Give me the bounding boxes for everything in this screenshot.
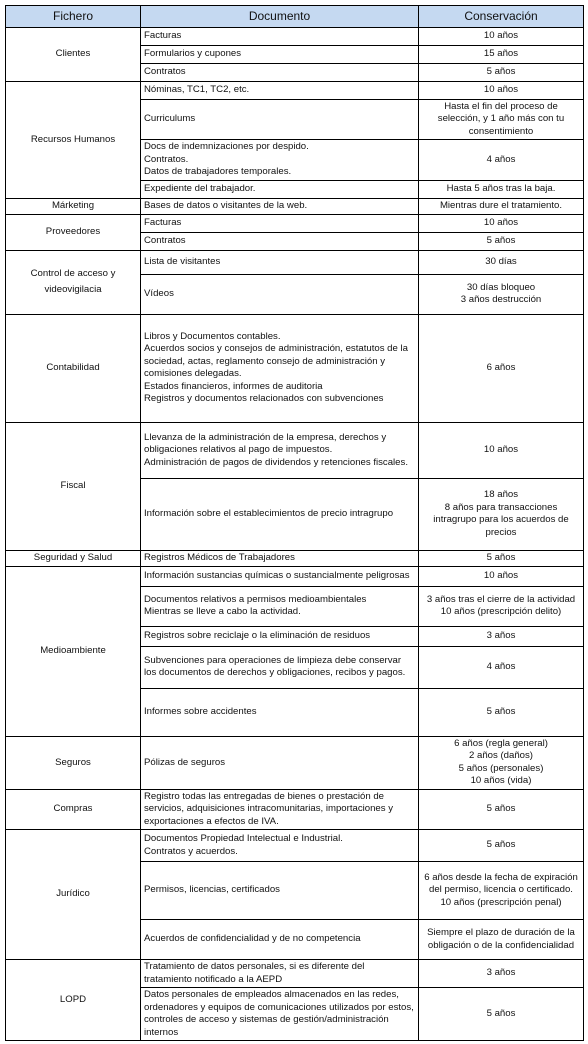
conservacion-text: 5 años	[486, 235, 516, 247]
conservacion-text: 5 años	[486, 706, 516, 718]
table-row	[6, 736, 584, 789]
documento-text: Información sustancias químicas o sustancialmente peligrosas	[144, 570, 410, 582]
fichero-label: Jurídico	[56, 888, 90, 900]
conservacion-cell	[419, 422, 584, 478]
documento-cell	[141, 232, 419, 250]
conservacion-text: 5 años	[486, 803, 516, 815]
conservacion-cell	[419, 688, 584, 736]
documento-text: Bases de datos o visitantes de la web.	[144, 200, 308, 212]
table-row	[6, 314, 584, 422]
documento-text: Nóminas, TC1, TC2, etc.	[144, 84, 250, 96]
conservacion-text: 4 años	[486, 153, 516, 165]
conservacion-text: 5 años (personales)	[458, 762, 544, 774]
documento-cell	[141, 250, 419, 274]
conservacion-text: 18 años	[483, 489, 519, 501]
fichero-label: Compras	[53, 803, 93, 815]
conservacion-text: 5 años	[486, 1007, 516, 1019]
table-row	[6, 550, 584, 566]
documento-cell	[141, 626, 419, 646]
documento-text: Datos de trabajadores temporales.	[144, 166, 292, 178]
table-row	[6, 198, 584, 214]
documento-cell	[141, 789, 419, 829]
table-row	[6, 789, 584, 829]
documento-cell	[141, 28, 419, 46]
conservacion-text: 10 años (vida)	[470, 775, 532, 787]
conservacion-cell	[419, 214, 584, 232]
fichero-label: Seguridad y Salud	[33, 552, 113, 564]
fichero-cell	[6, 250, 141, 314]
conservacion-cell	[419, 646, 584, 688]
conservacion-text: 4 años	[486, 661, 516, 673]
documento-text: Lista de visitantes	[144, 256, 221, 268]
documento-cell	[141, 478, 419, 550]
conservacion-text: 15 años	[483, 48, 519, 60]
documento-text: Datos personales de empleados almacenados en las redes, ordenadores y equipos de comunicaciones utilizados por estos, controles de acceso y sistemas de gestión/administración internos	[144, 989, 414, 1038]
fichero-cell	[6, 736, 141, 789]
documento-text: Pólizas de seguros	[144, 756, 226, 768]
conservacion-cell	[419, 82, 584, 100]
table-row	[6, 250, 584, 274]
documento-text: Permisos, licencias, certificados	[144, 884, 280, 896]
documento-text: Documentos relativos a permisos medioambientales	[144, 593, 367, 605]
conservacion-text: 3 años destrucción	[460, 294, 542, 306]
table-row	[6, 960, 584, 988]
documento-cell	[141, 140, 419, 180]
conservacion-cell	[419, 198, 584, 214]
fichero-cell	[6, 214, 141, 250]
documento-text: Contratos y acuerdos.	[144, 845, 238, 857]
conservacion-cell	[419, 920, 584, 960]
documento-cell	[141, 422, 419, 478]
documento-text: Docs de indemnizaciones por despido.	[144, 141, 309, 153]
documento-text: Expediente del trabajador.	[144, 183, 256, 195]
documento-cell	[141, 646, 419, 688]
documento-text: Registro todas las entregadas de bienes o prestación de servicios, adquisiciones intracomunitarias, importaciones y exportaciones a efectos de IVA.	[144, 790, 394, 827]
conservacion-text: 10 años (prescripción delito)	[440, 606, 562, 618]
fichero-cell	[6, 789, 141, 829]
fichero-label: Medioambiente	[40, 645, 106, 657]
fichero-cell	[6, 566, 141, 736]
table-row	[6, 214, 584, 232]
fichero-label: Fiscal	[60, 480, 86, 492]
conservacion-cell	[419, 28, 584, 46]
documento-cell	[141, 82, 419, 100]
fichero-label: Contabilidad	[46, 362, 100, 374]
conservacion-cell	[419, 100, 584, 140]
documento-text: Contratos	[144, 235, 186, 247]
documento-cell	[141, 960, 419, 988]
documento-text: Vídeos	[144, 288, 174, 300]
documento-text: Llevanza de la administración de la empresa, derechos y obligaciones relativos al pago de impuestos.	[144, 431, 387, 456]
fichero-label: videovigilacia	[44, 284, 102, 296]
documento-text: Formularios y cupones	[144, 48, 242, 60]
conservacion-text: Siempre el plazo de duración de la obligación o de la confidencialidad	[427, 927, 575, 951]
table-row	[6, 422, 584, 478]
header-documento: Documento	[141, 6, 419, 28]
conservacion-text: Hasta 5 años tras la baja.	[446, 183, 556, 195]
documento-text: Acuerdos de confidencialidad y de no competencia	[144, 933, 361, 945]
documento-cell	[141, 988, 419, 1041]
documento-text: Estados financieros, informes de auditoria	[144, 380, 323, 392]
conservacion-cell	[419, 140, 584, 180]
conservacion-text: 30 días bloqueo	[466, 281, 536, 293]
conservacion-text: Mientras dure el tratamiento.	[439, 200, 563, 212]
documento-cell	[141, 862, 419, 920]
documento-cell	[141, 198, 419, 214]
table-body	[6, 28, 584, 1041]
fichero-label: Control de acceso y	[30, 267, 116, 279]
documento-cell	[141, 46, 419, 64]
conservacion-cell	[419, 274, 584, 314]
documento-text: Contratos.	[144, 153, 189, 165]
header-conservacion: Conservación	[419, 6, 584, 28]
conservacion-cell	[419, 550, 584, 566]
fichero-cell	[6, 314, 141, 422]
conservacion-text: 5 años	[486, 839, 516, 851]
documento-text: Curriculums	[144, 113, 196, 125]
documento-cell	[141, 736, 419, 789]
conservacion-cell	[419, 736, 584, 789]
conservacion-text: 10 años (prescripción penal)	[440, 896, 562, 908]
conservacion-cell	[419, 862, 584, 920]
documento-text: Subvenciones para operaciones de limpieza debe conservar los documentos de derechos y obligaciones, recibos y pagos.	[144, 654, 406, 679]
conservacion-text: 3 años	[486, 967, 516, 979]
conservacion-cell	[419, 478, 584, 550]
documento-cell	[141, 566, 419, 586]
documento-text: Acuerdos socios y consejos de administración, estatutos de la sociedad, actas, reglamento consejo de administración y comisiones delegadas.	[144, 343, 408, 380]
conservacion-text: 5 años	[486, 66, 516, 78]
documento-text: Contratos	[144, 66, 186, 78]
conservacion-text: 30 días	[485, 256, 517, 268]
conservacion-cell	[419, 566, 584, 586]
documento-text: Información sobre el establecimientos de precio intragrupo	[144, 508, 394, 520]
fichero-label: LOPD	[59, 993, 87, 1005]
conservacion-cell	[419, 314, 584, 422]
header-fichero: Fichero	[6, 6, 141, 28]
conservacion-text: 2 años (daños)	[469, 750, 533, 762]
conservacion-cell	[419, 626, 584, 646]
conservacion-cell	[419, 988, 584, 1041]
conservacion-cell	[419, 250, 584, 274]
fichero-label: Clientes	[55, 48, 91, 60]
fichero-cell	[6, 422, 141, 550]
retention-table	[5, 5, 584, 1041]
conservacion-cell	[419, 232, 584, 250]
documento-text: Administración de pagos de dividendos y retenciones fiscales.	[144, 456, 408, 468]
documento-cell	[141, 214, 419, 232]
documento-text: Registros sobre reciclaje o la eliminación de residuos	[144, 630, 371, 642]
conservacion-cell	[419, 586, 584, 626]
documento-cell	[141, 830, 419, 862]
documento-cell	[141, 586, 419, 626]
fichero-cell	[6, 550, 141, 566]
conservacion-text: 10 años	[483, 84, 519, 96]
conservacion-text: 10 años	[483, 30, 519, 42]
documento-text: Libros y Documentos contables.	[144, 330, 281, 342]
documento-text: Mientras se lleve a cabo la actividad.	[144, 606, 301, 618]
documento-text: Tratamiento de datos personales, si es diferente del tratamiento notificado a la AEPD	[144, 961, 365, 985]
conservacion-cell	[419, 789, 584, 829]
documento-text: Registros y documentos relacionados con subvenciones	[144, 393, 384, 405]
documento-text: Facturas	[144, 30, 182, 42]
fichero-cell	[6, 82, 141, 199]
conservacion-cell	[419, 960, 584, 988]
conservacion-text: 8 años para transacciones intragrupo para los acuerdos de precios	[433, 501, 569, 538]
conservacion-text: 3 años tras el cierre de la actividad	[426, 593, 576, 605]
table-row	[6, 28, 584, 46]
fichero-label: Márketing	[51, 200, 95, 212]
documento-text: Facturas	[144, 217, 182, 229]
table-row	[6, 566, 584, 586]
documento-cell	[141, 688, 419, 736]
conservacion-cell	[419, 830, 584, 862]
documento-cell	[141, 64, 419, 82]
conservacion-text: 10 años	[483, 217, 519, 229]
conservacion-text: Hasta el fin del proceso de selección, y 1 año más con tu consentimiento	[437, 101, 565, 137]
conservacion-cell	[419, 64, 584, 82]
conservacion-text: 6 años desde la fecha de expiración del permiso, licencia o certificado.	[424, 871, 578, 896]
fichero-cell	[6, 28, 141, 82]
documento-cell	[141, 314, 419, 422]
conservacion-text: 5 años	[486, 552, 516, 564]
conservacion-text: 10 años	[483, 444, 519, 456]
documento-cell	[141, 180, 419, 198]
table-row	[6, 82, 584, 100]
fichero-label: Proveedores	[45, 226, 101, 238]
conservacion-text: 6 años (regla general)	[454, 737, 548, 749]
conservacion-text: 10 años	[483, 570, 519, 582]
documento-text: Informes sobre accidentes	[144, 706, 257, 718]
fichero-cell	[6, 960, 141, 1041]
documento-cell	[141, 100, 419, 140]
documento-text: Registros Médicos de Trabajadores	[144, 552, 295, 564]
fichero-cell	[6, 830, 141, 960]
table-row	[6, 830, 584, 862]
conservacion-text: 3 años	[486, 630, 516, 642]
documento-text: Documentos Propiedad Intelectual e Industrial.	[144, 833, 343, 845]
conservacion-cell	[419, 46, 584, 64]
fichero-cell	[6, 198, 141, 214]
conservacion-cell	[419, 180, 584, 198]
fichero-label: Seguros	[55, 756, 91, 768]
documento-cell	[141, 920, 419, 960]
documento-cell	[141, 274, 419, 314]
fichero-label: Recursos Humanos	[30, 133, 116, 145]
header-row	[6, 6, 584, 28]
documento-cell	[141, 550, 419, 566]
conservacion-text: 6 años	[486, 362, 516, 374]
